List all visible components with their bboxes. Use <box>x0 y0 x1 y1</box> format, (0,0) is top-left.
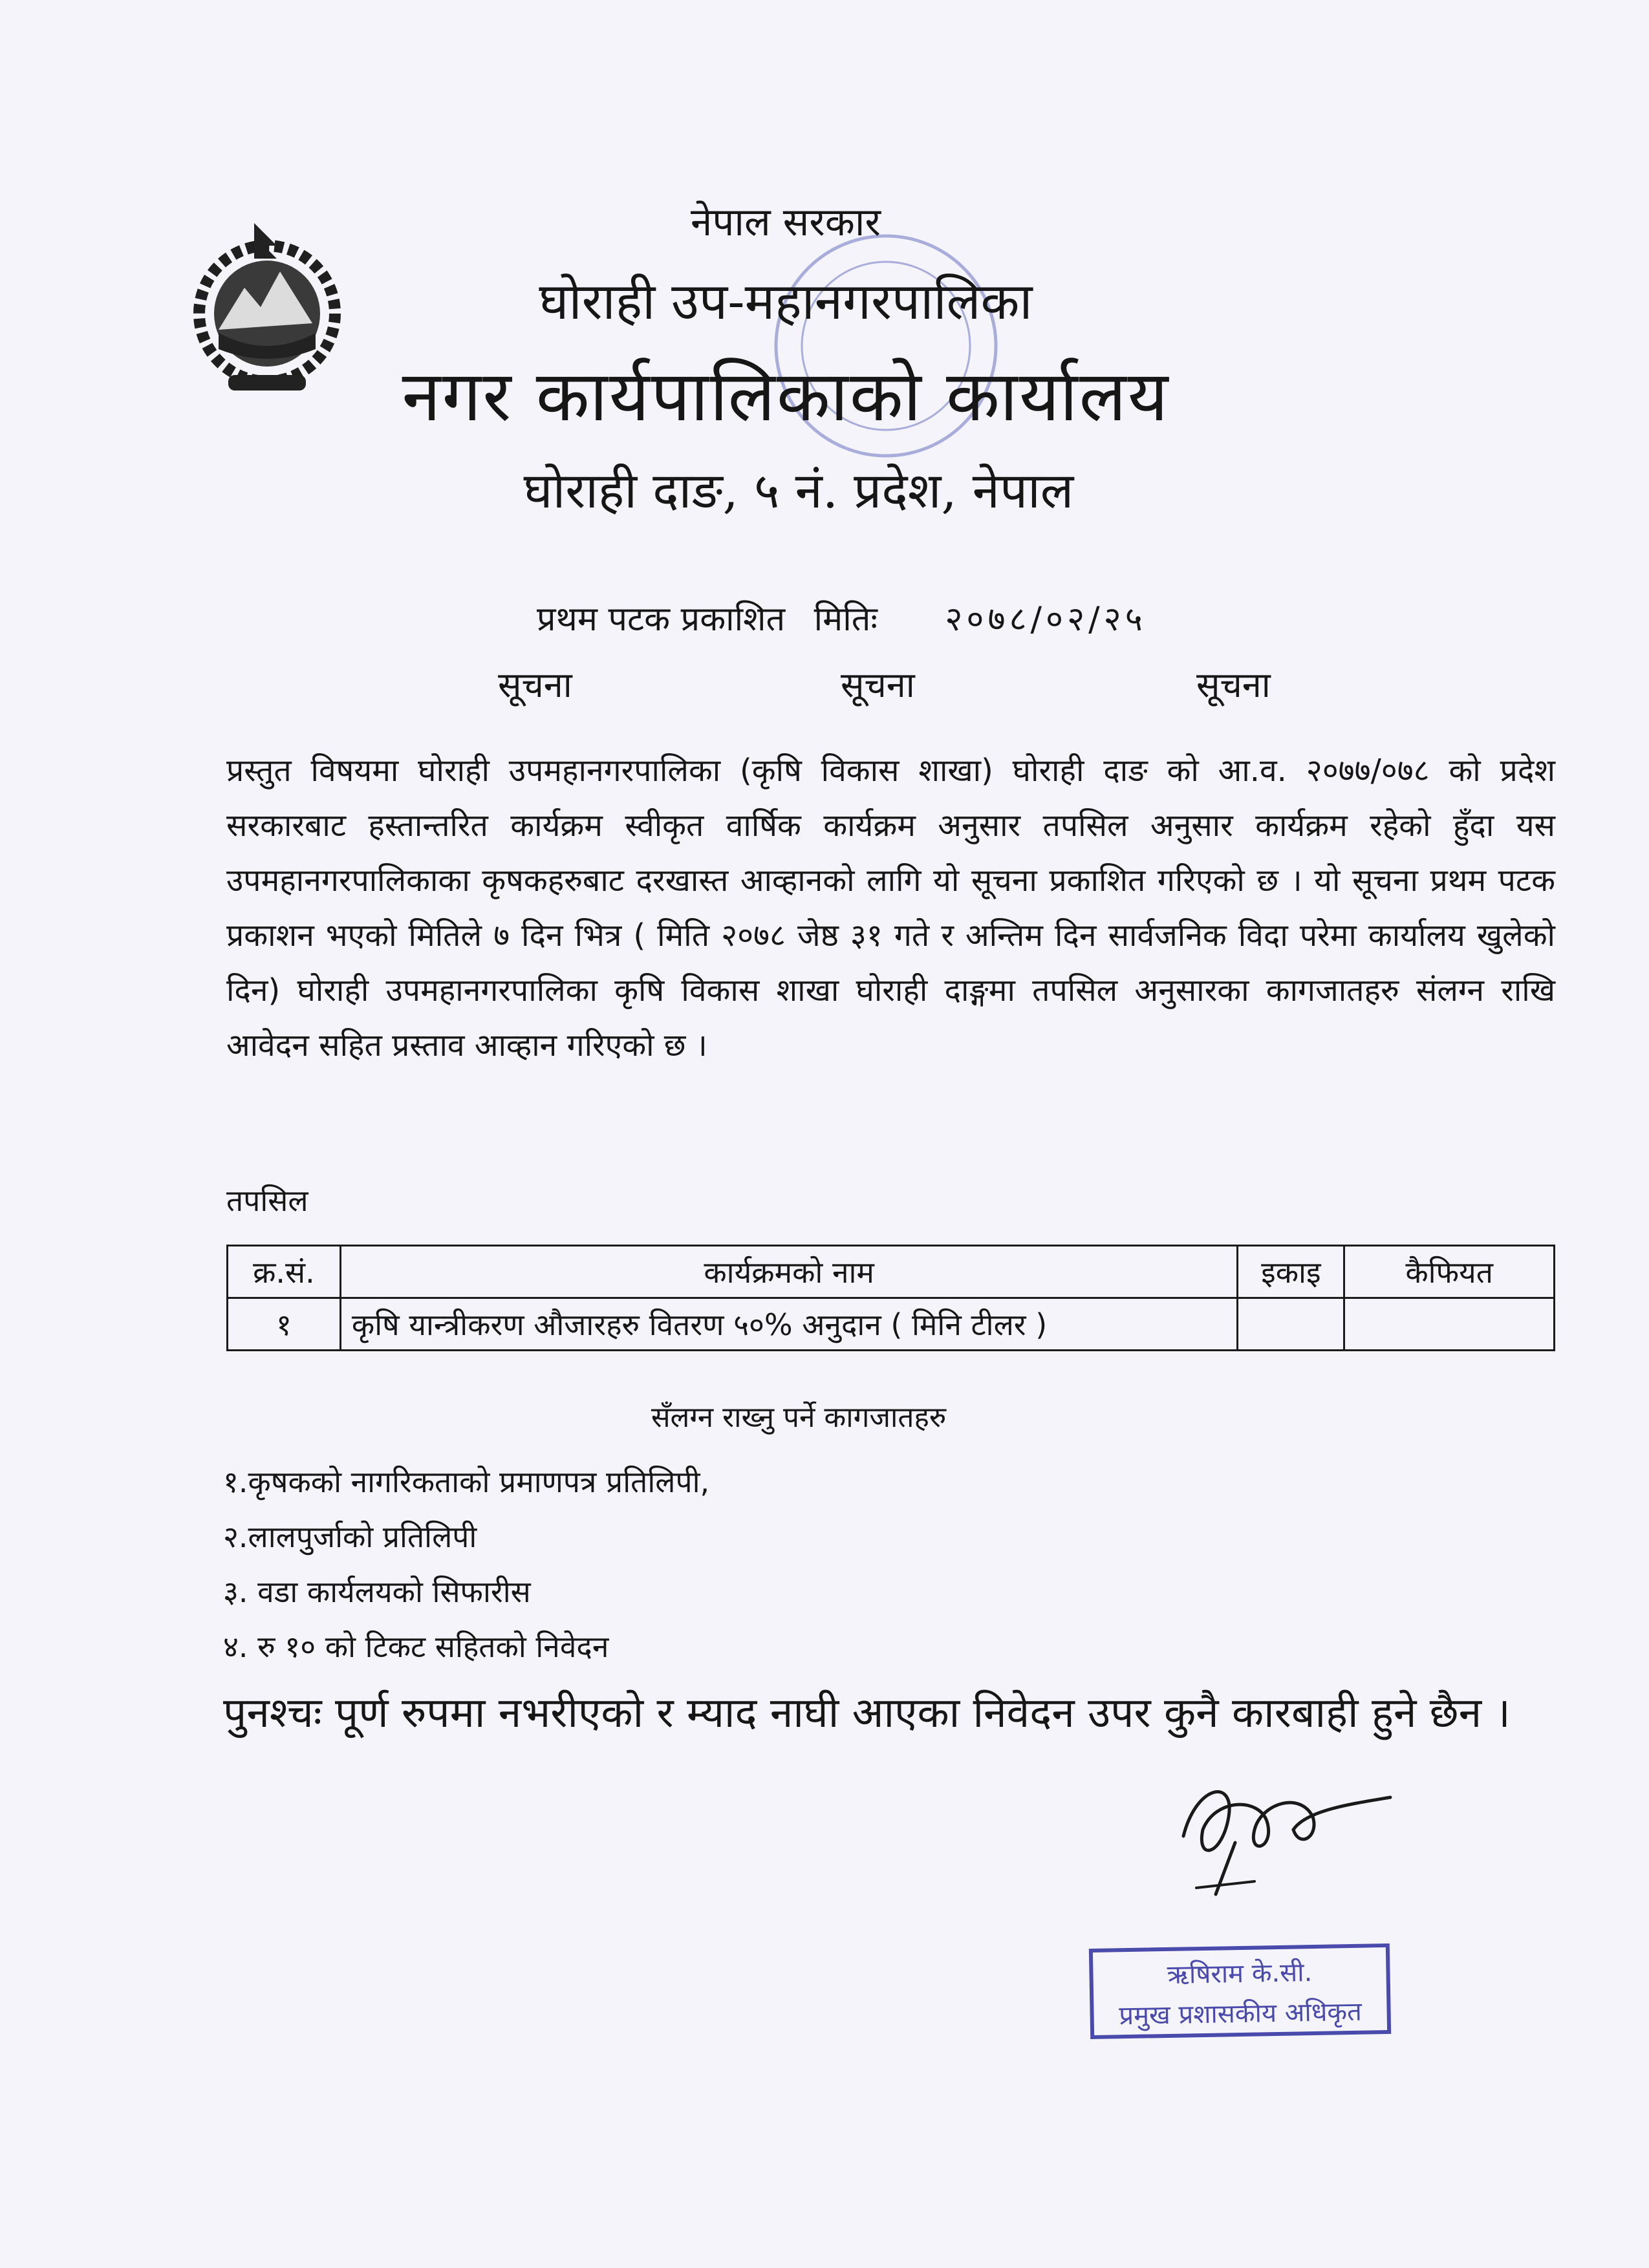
col-header-program-name: कार्यक्रमको नाम <box>340 1246 1238 1298</box>
required-documents-heading: सँलग्न राख्नु पर्ने कागजातहरु <box>651 1401 947 1434</box>
table-header-row <box>228 1246 1555 1298</box>
list-item: १.कृषकको नागरिकताको प्रमाणपत्र प्रतिलिपी, <box>223 1464 710 1499</box>
cell-serial: १ <box>228 1298 341 1351</box>
col-header-remarks: कैफियत <box>1344 1246 1555 1298</box>
col-header-serial: क्र.सं. <box>228 1246 341 1298</box>
cell-program-name: कृषि यान्त्रीकरण औजारहरु वितरण ५०% अनुदान ( मिनि टीलर ) <box>340 1298 1238 1351</box>
publication-date: २०७८/०२/२५ <box>945 600 1147 639</box>
publication-line <box>537 595 1165 641</box>
notice-word: सूचना <box>498 665 572 705</box>
list-item: २.लालपुर्जाको प्रतिलिपी <box>223 1519 477 1554</box>
publication-label: प्रथम पटक प्रकाशित <box>537 600 786 639</box>
officer-stamp <box>1089 1943 1391 2039</box>
municipality-name: घोराही उप-महानगरपालिका <box>539 273 1033 331</box>
postscript: पुनश्चः पूर्ण रुपमा नभरीएको र म्याद नाघी आएका निवेदन उपर कुनै कारबाही हुने छैन । <box>223 1689 1511 1737</box>
table-row <box>228 1298 1555 1351</box>
details-label: तपसिल <box>226 1183 308 1218</box>
notice-word: सूचना <box>841 665 915 705</box>
stamp-name: ऋषिराम के.सी. <box>1167 1958 1313 1990</box>
list-item: ३. वडा कार्यलयको सिफारीस <box>223 1574 531 1609</box>
cell-unit <box>1238 1298 1344 1351</box>
list-item: ४. रु १० को टिकट सहितको निवेदन <box>223 1629 609 1664</box>
notice-word: सूचना <box>1196 665 1271 705</box>
handwritten-signature <box>1158 1759 1403 1914</box>
date-label: मितिः <box>814 600 878 639</box>
cell-remarks <box>1344 1298 1555 1351</box>
office-address: घोराही दाङ, ५ नं. प्रदेश, नेपाल <box>523 462 1074 519</box>
stamp-title: प्रमुख प्रशासकीय अधिकृत <box>1118 1996 1363 2031</box>
program-table <box>226 1245 1555 1351</box>
government-name: नेपाल सरकार <box>691 200 881 245</box>
col-header-unit: इकाइ <box>1238 1246 1344 1298</box>
office-name: नगर कार्यपालिकाको कार्यालय <box>402 356 1170 437</box>
notice-body: प्रस्तुत विषयमा घोराही उपमहानगरपालिका (कृषि विकास शाखा) घोराही दाङ को आ.व. २०७७/०७८ को प्रदेश सरकारबाट हस्तान्तरित कार्यक्रम स्वीकृत वार्षिक कार्यक्रम अनुसार तपसिल अनुसार कार्यक्रम रहेको हुँदा यस उपमहानगरपालिकाका कृषकहरुबाट दरखास्त आव्हानको लागि यो सूचना प्रकाशित गरिएको छ । यो सूचना प्रथम पटक प्रकाशन भएको मितिले ७ दिन भित्र ( मिति २०७८ जेष्ठ ३१ गते र अन्तिम दिन सार्वजनिक विदा परेमा कार्यालय खुलेको दिन) घोराही उपमहानगरपालिका कृषि विकास शाखा घोराही दाङ्गमा तपसिल अनुसारका कागजातहरु संलग्न राखि आवेदन सहित प्रस्ताव आव्हान गरिएको छ । <box>226 753 1555 1064</box>
